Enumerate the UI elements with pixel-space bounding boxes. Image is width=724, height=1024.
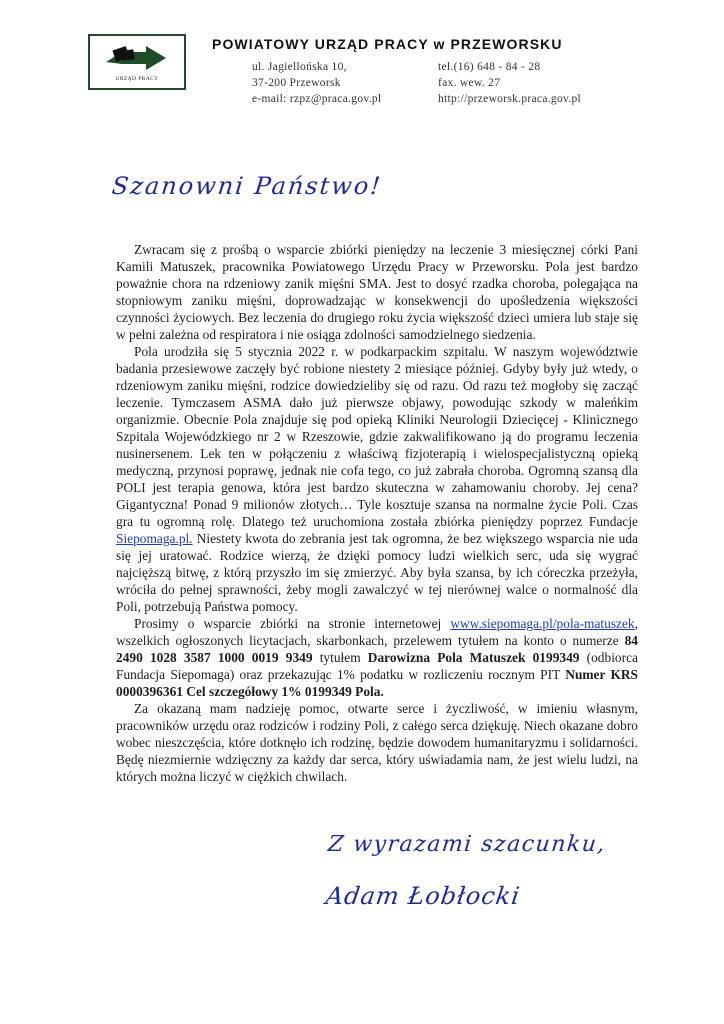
krs-number: Numer KRS 0000396361 Cel szczegółowy 1% 0199349 Pola [116, 667, 638, 699]
address-street: ul. Jagiellońska 10, [252, 61, 347, 73]
contact-address [252, 59, 381, 107]
siepomaga-link[interactable]: Siepomaga.pl. [116, 531, 193, 546]
contact-phone [438, 59, 581, 107]
appeal-intro: Prosimy o wsparcie zbiórki na stronie internetowej [134, 616, 442, 631]
fax-number: fax. wew. 27 [438, 77, 501, 89]
appeal-text-3: (odbiorca Fundacja Siepomaga) oraz przekazując 1% podatku w rozliczeniu rocznym PIT [116, 650, 638, 682]
appeal-end: . [380, 684, 384, 699]
paragraph-2-cont: Niestety kwota do zebrania jest tak ogromna, że bez większego wsparcia nie uda się jej uratować. Rodzice wierzą, że dzięki pomocy ludzi wielkich serc, uda się wygrać najcięższą bitwę, z którą przyszło im się zmierzyć. Aby była szansa, by ich córeczka przeżyła, wróciła do pełnej sprawności, żeby mogli zawalczyć w tej nierównej walce o normalność dla Poli, potrzebują Państwa pomocy. [116, 531, 638, 614]
salutation-handwritten: Szanowni Państwo! [110, 172, 384, 200]
address-city: 37-200 Przeworsk [252, 77, 341, 89]
paragraph-1: Zwracam się z prośbą o wsparcie zbiórki pieniędzy na leczenie 3 miesięcznej córki Pani Kamili Matuszek, pracownika Powiatowego Urzędu Pracy w Przeworsku. Pola jest bardzo poważnie chora na rdzeniowy zanik mięśni SMA. Jest to dosyć rzadka choroba, polegająca na stopniowym zaniku mięśni, doprowadzając w konsekwencji do upośledzenia większości czynności życiowych. Bez leczenia do drugiego roku życia większość dzieci umiera lub staje się w pełni zależna od respiratora i nie osiąga zdolności samodzielnego siedzenia. [116, 242, 638, 342]
signature-handwritten: Adam Łobłocki [324, 882, 523, 910]
paragraph-2-text: Pola urodziła się 5 stycznia 2022 r. w podkarpackim szpitalu. W naszym województwie badania przesiewowe zaczęły być robione niestety 2 miesiące później. Gdyby były już wtedy, o rdzeniowym zaniku mięśni, rodzice dowiedzieliby się od razu. Od razu też mogłoby się zacząć leczenie. Tymczasem ASMA dało już pierwsze objawy, powodując szkody w maleńkim organizmie. Obecnie Pola znajduje się pod opieką Kliniki Neurologii Dziecięcej - Klinicznego Szpitala Wojewódzkiego nr 2 w Rzeszowie, gdzie zakwalifikowano ją do programu leczenia nusinersenem. Lek ten w połączeniu z właściwą fizjoterapią i wielospecjalistyczną opieką medyczną, przynosi poprawę, jednak nie cofa tego, co już zabrała choroba. Ogromną szansą dla POLI jest terapia genowa, która jest bardzo skuteczna w zahamowaniu choroby. Jej cena? Gigantyczna! Ponad 9 milionów złotych… Tyle kosztuje szansa na normalne życie Poli. Czas gra tu ogromną rolę. Dlatego też uruchomiona została zbiórka pieniędzy poprzez Fundacje [116, 344, 638, 529]
transfer-title: Darowizna Pola Matuszek 0199349 [367, 650, 580, 665]
email-address: e-mail: rzpz@praca.gov.pl [252, 93, 382, 105]
office-logo [88, 34, 186, 90]
logo-label: URZĄD PRACY [115, 76, 159, 82]
office-name: POWIATOWY URZĄD PRACY w PRZEWORSKU [212, 36, 563, 52]
paragraph-thanks: Za okazaną mam nadzieję pomoc, otwarte serce i życzliwość, w imieniu własnym, pracowników urzędu oraz rodziców i rodziny Poli, z całego serca dziękuję. Niech okazane dobro wobec nieszczęścia, które dotknęło ich rodzinę, będzie dowodem humanitaryzmu i solidarności. Będę niezmiernie wdzięczny za każdy dar serca, który uświadamia nam, że jest wielu ludzi, na których można liczyć w ciężkich chwilach. [116, 701, 638, 784]
paragraph-2 [116, 343, 638, 615]
appeal-text-1: , wszelkich ogłoszonych licytacjach, skarbonkach, przelewem tytułem na konto o numerze [116, 616, 638, 648]
bank-account-number: 84 2490 1028 3587 1000 0019 9349 [116, 633, 638, 665]
phone-number: tel.(16) 648 - 84 - 28 [438, 61, 541, 73]
appeal-text-2: tytułem [319, 650, 361, 665]
fundraiser-url-link[interactable]: www.siepomaga.pl/pola-matuszek [450, 616, 635, 631]
paragraph-appeal [116, 615, 638, 700]
office-logo-icon [100, 42, 176, 72]
letter-body [116, 241, 638, 785]
website-address: http://przeworsk.praca.gov.pl [438, 93, 582, 105]
closing-handwritten: Z wyrazami szacunku, [326, 832, 608, 857]
